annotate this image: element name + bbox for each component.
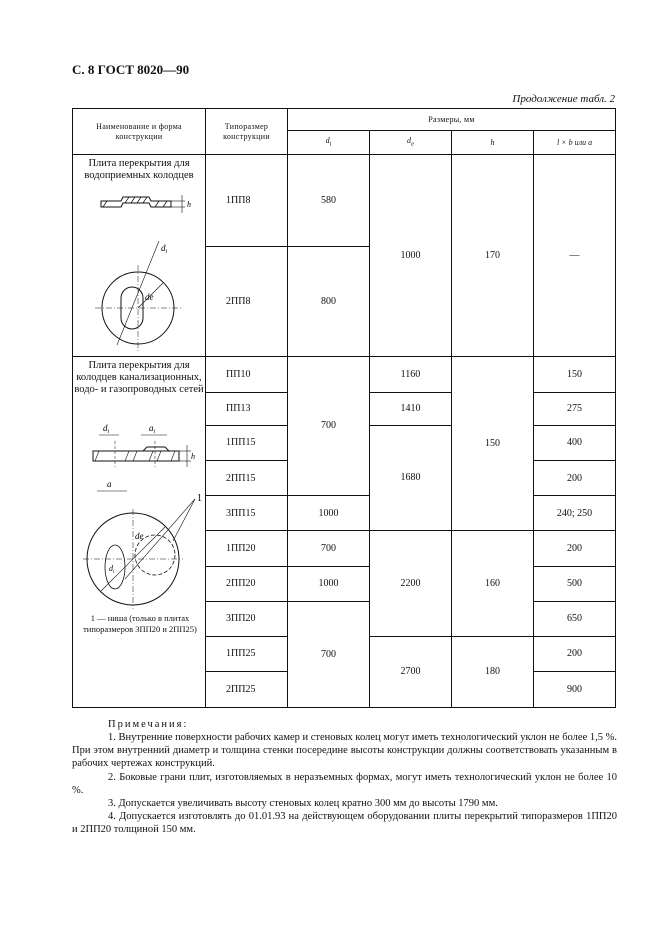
g2-h-a: 150 — [452, 357, 534, 531]
dimensions-table — [72, 108, 616, 708]
note-1: 1. Внутренние поверхности рабочих камер и стеновых колец могут иметь технологический уклон не более 1,5 %. При этом внутренний диаметр и толщина стенки посередине высоты конструкции должны соответствовать указанным в рабочих чертежах конструкций. — [72, 732, 617, 770]
notes-section — [72, 718, 617, 836]
g1-type-1: 1ПП8 — [206, 155, 288, 247]
group2-name-cell — [73, 357, 206, 708]
g2-lba-10: 900 — [534, 672, 616, 708]
g2-de-b: 1410 — [370, 393, 452, 426]
g2-di-e: 700 — [288, 601, 370, 708]
notes-title: Примечания: — [108, 719, 189, 730]
g2-type-9: 1ПП25 — [206, 636, 288, 671]
group1-name-cell — [73, 155, 206, 357]
svg-text:di: $d_i$ — [103, 423, 110, 435]
group1-de-label: de — [145, 292, 154, 302]
g2-lba-2: 275 — [534, 393, 616, 426]
svg-text:di: $d_i$ — [109, 564, 115, 575]
g2-di-a: 700 — [288, 357, 370, 496]
g2-lba-6: 200 — [534, 531, 616, 566]
g2-di-d: 1000 — [288, 566, 370, 601]
header-lba: l × b или a — [534, 131, 616, 155]
g2-type-6: 1ПП20 — [206, 531, 288, 566]
svg-text:1: 1 — [197, 493, 202, 504]
g1-de: 1000 — [370, 155, 452, 357]
header-de: $d_e$ — [370, 131, 452, 155]
g2-type-8: 3ПП20 — [206, 601, 288, 636]
g1-lba: — — [534, 155, 616, 357]
header-di: $d_i$ — [288, 131, 370, 155]
group1-plan-drawing — [93, 233, 193, 353]
note-4: 4. Допускается изготовлять до 01.01.93 на действующем оборудовании плиты перекрытий типоразмеров 1ПП20 и 2ПП20 толщиной 150 мм. — [72, 810, 617, 835]
g2-type-10: 2ПП25 — [206, 672, 288, 708]
g1-type-2: 2ПП8 — [206, 247, 288, 357]
g2-lba-8: 650 — [534, 601, 616, 636]
g2-type-1: ПП10 — [206, 357, 288, 393]
g2-di-b: 1000 — [288, 496, 370, 531]
header-dimensions: Размеры, мм — [288, 109, 616, 131]
g2-di-c: 700 — [288, 531, 370, 566]
g2-lba-4: 200 — [534, 461, 616, 496]
svg-text:a: a — [107, 479, 112, 489]
svg-text:di: $d_i$ — [161, 243, 168, 255]
svg-text:h: h — [191, 452, 195, 461]
header-type: Типоразмер конструкции — [206, 109, 288, 155]
group1-h-label: h — [187, 200, 191, 209]
g2-lba-1: 150 — [534, 357, 616, 393]
page-header: С. 8 ГОСТ 8020—90 — [72, 62, 190, 77]
g2-de-c: 1680 — [370, 426, 452, 531]
group2-name: Плита перекрытия для колодцев канализационных, водо- и газопроводных сетей — [74, 360, 204, 396]
g1-di-2: 800 — [288, 247, 370, 357]
svg-text:de: de — [135, 531, 144, 541]
g2-type-5: 3ПП15 — [206, 496, 288, 531]
group2-plan-drawing — [83, 479, 205, 611]
g2-lba-3: 400 — [534, 426, 616, 461]
g2-lba-7: 500 — [534, 566, 616, 601]
niche-note: 1 — ниша (только в плитах типоразмеров 3ПП20 и 2ПП25) — [83, 613, 197, 634]
table-continuation-label: Продолжение табл. 2 — [512, 93, 615, 105]
g2-de-d: 2200 — [370, 531, 452, 637]
g2-de-a: 1160 — [370, 357, 452, 393]
g1-di-1: 580 — [288, 155, 370, 247]
group1-name: Плита перекрытия для водоприемных колодцев — [84, 158, 194, 182]
g2-lba-9: 200 — [534, 636, 616, 671]
note-3: 3. Допускается увеличивать высоту стеновых колец кратно 300 мм до высоты 1790 мм. — [108, 797, 498, 809]
g2-de-e: 2700 — [370, 636, 452, 707]
g2-type-4: 2ПП15 — [206, 461, 288, 496]
header-name: Наименование и форма конструкции — [73, 109, 206, 155]
g2-lba-5: 240; 250 — [534, 496, 616, 531]
group1-section-drawing — [89, 191, 199, 231]
group2-section-drawing — [87, 421, 205, 479]
header-h: h — [452, 131, 534, 155]
g2-type-7: 2ПП20 — [206, 566, 288, 601]
g2-type-3: 1ПП15 — [206, 426, 288, 461]
note-2: 2. Боковые грани плит, изготовляемых в неразъемных формах, могут иметь технологический уклон не более 10 %. — [72, 771, 617, 796]
g1-h: 170 — [452, 155, 534, 357]
g2-type-2: ПП13 — [206, 393, 288, 426]
g2-h-c: 180 — [452, 636, 534, 707]
svg-text:ai: $a_i$ — [149, 423, 156, 435]
g2-h-b: 160 — [452, 531, 534, 637]
